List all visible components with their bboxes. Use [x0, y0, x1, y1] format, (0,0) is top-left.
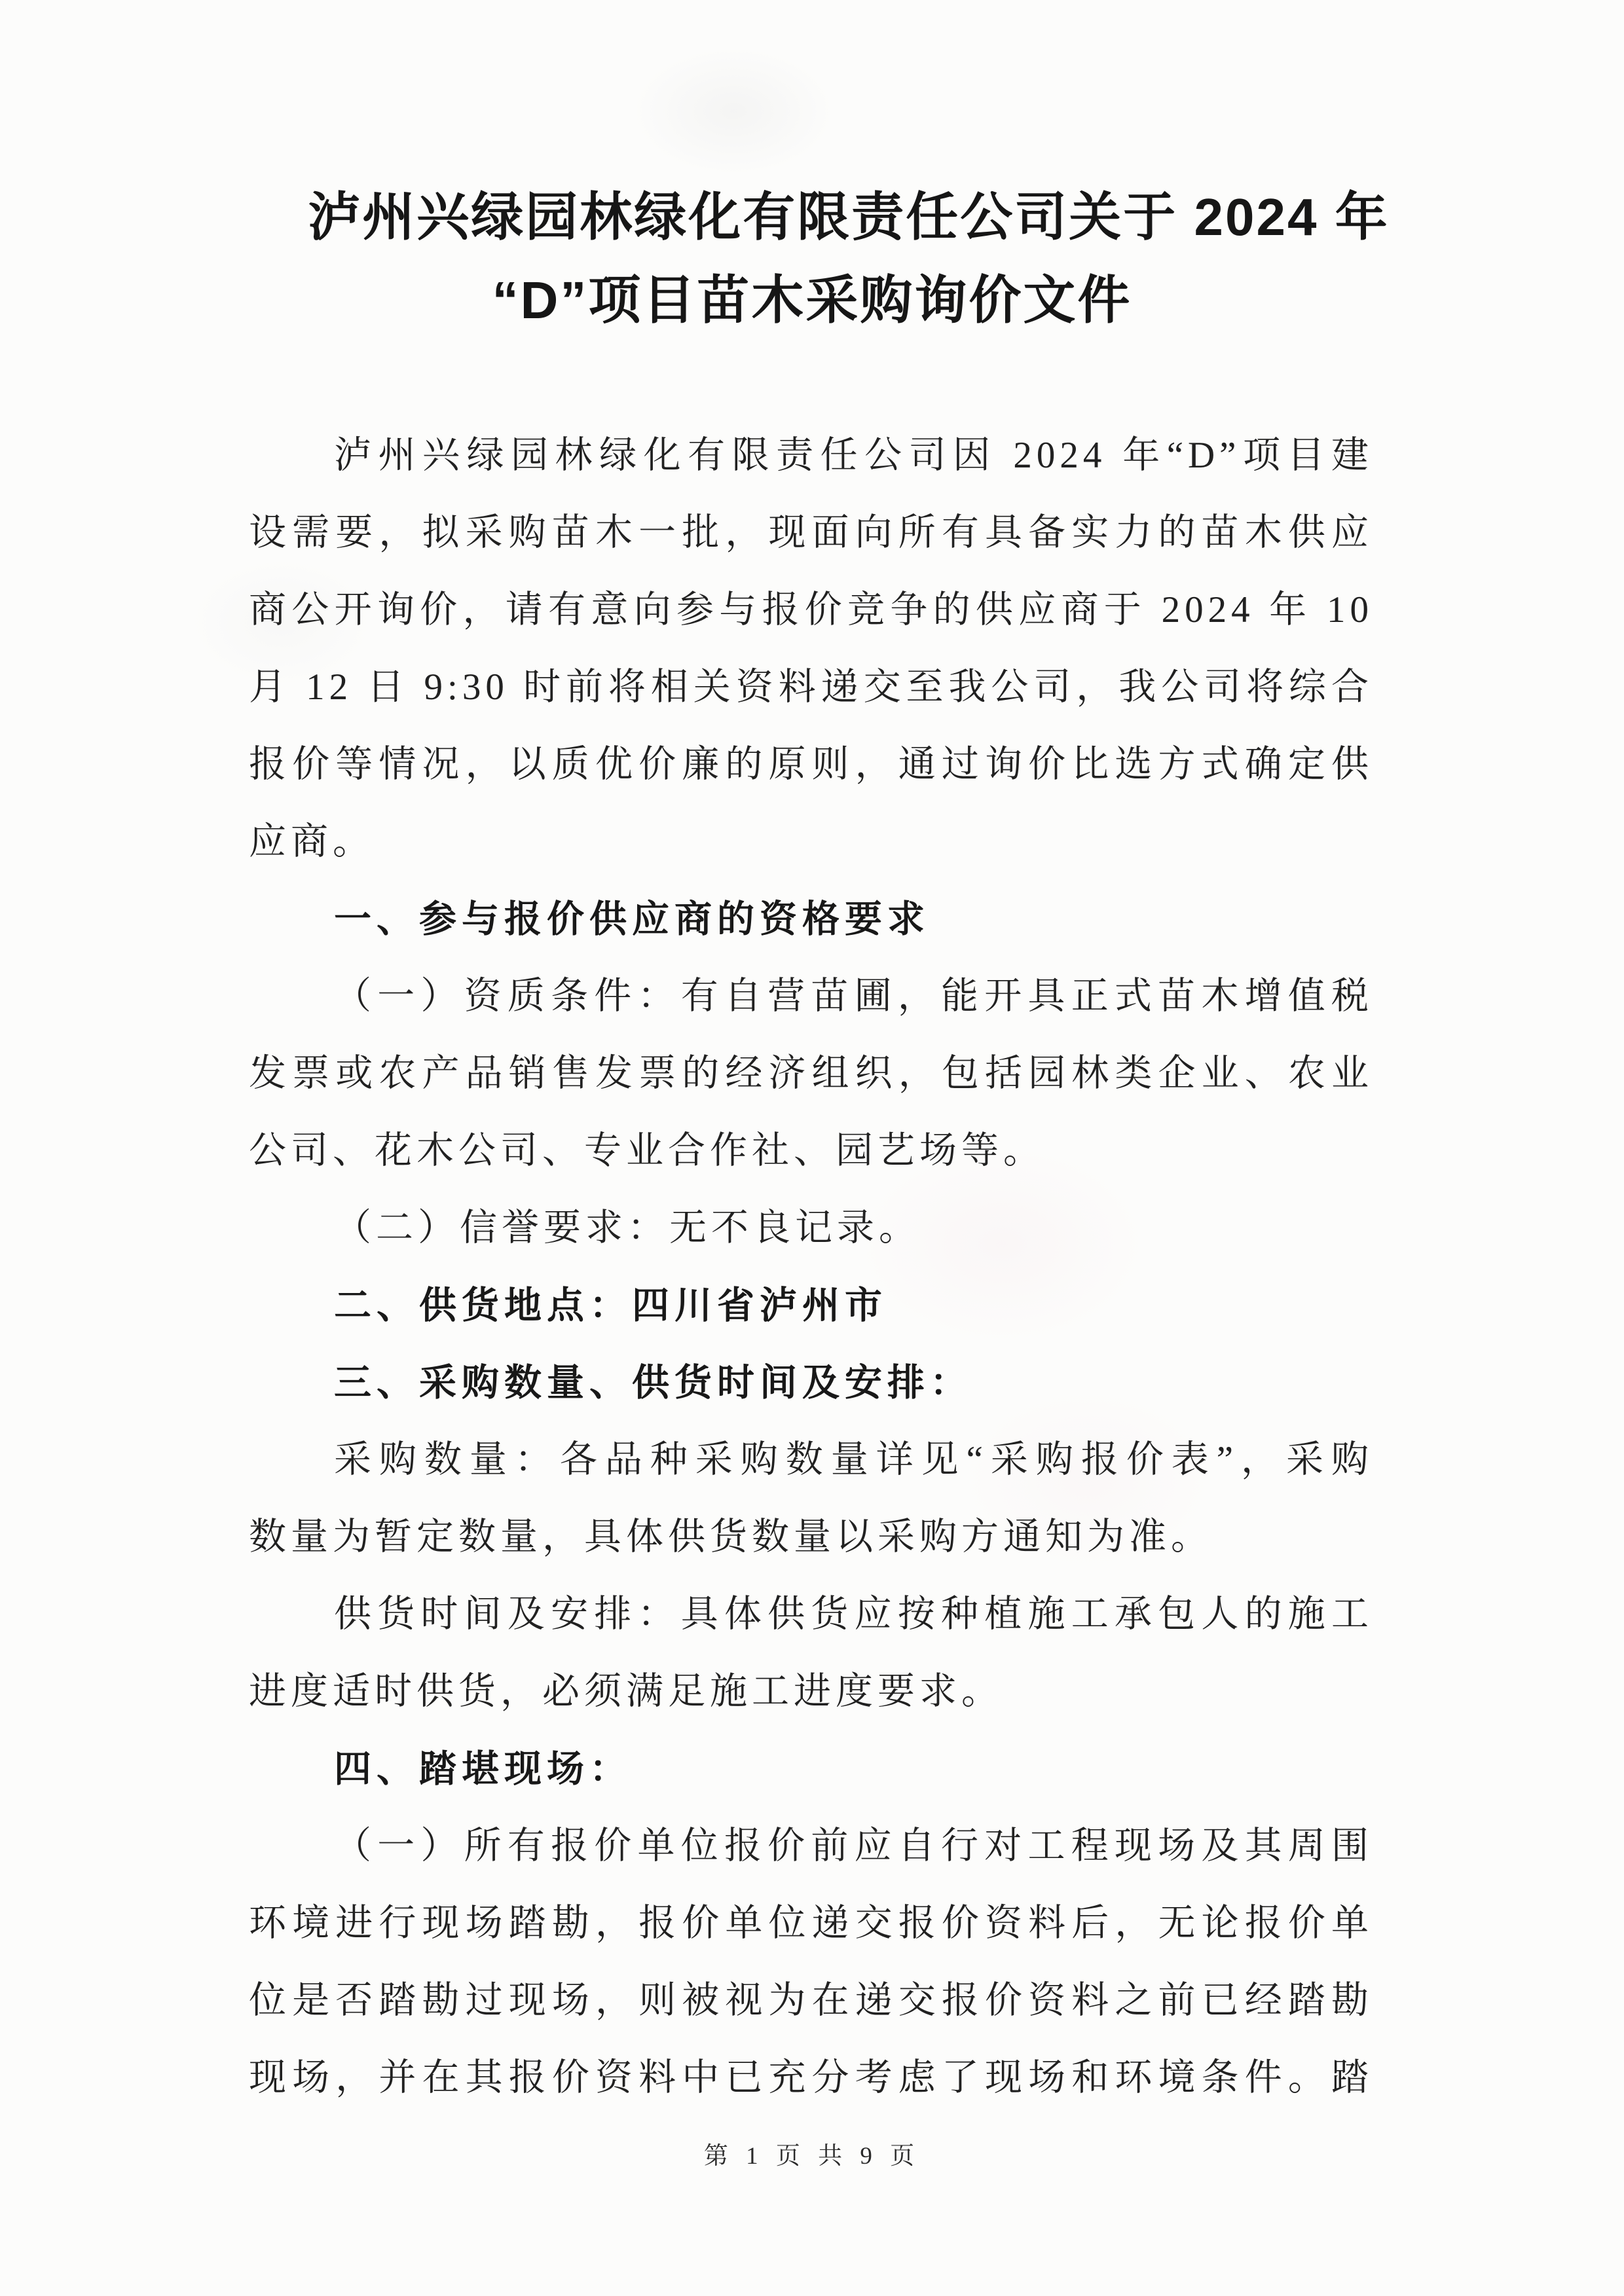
section-heading: 二、供货地点：四川省泸州市 [334, 1285, 887, 1326]
body-line: （一）所有报价单位报价前应自行对工程现场及其周围 [334, 1825, 1373, 1867]
body-line: 供货时间及安排：具体供货应按种植施工承包人的施工 [334, 1594, 1373, 1635]
page-number-footer: 第 1 页 共 9 页 [703, 2143, 921, 2170]
body-line: 进度适时供货，必须满足施工进度要求。 [249, 1671, 1003, 1712]
body-line: 现场，并在其报价资料中已充分考虑了现场和环境条件。踏 [249, 2057, 1373, 2098]
body-line: （一）资质条件：有自营苗圃，能开具正式苗木增值税 [334, 975, 1373, 1017]
body-line: 环境进行现场踏勘，报价单位递交报价资料后，无论报价单 [249, 1903, 1373, 1944]
body-line: 采购数量：各品种采购数量详见“采购报价表”，采购 [334, 1439, 1373, 1480]
body-line: 商公开询价，请有意向参与报价竞争的供应商于 2024 年 10 [249, 589, 1373, 630]
document-title-line-2: “D”项目苗木采购询价文件 [492, 271, 1132, 329]
body-line: （二）信誉要求：无不良记录。 [334, 1207, 921, 1248]
body-line: 月 12 日 9:30 时前将相关资料递交至我公司，我公司将综合 [249, 666, 1373, 708]
body-line: 数量为暂定数量，具体供货数量以采购方通知为准。 [249, 1516, 1213, 1558]
body-line: 应商。 [249, 821, 375, 862]
document-title [0, 175, 1624, 342]
document-title-line-1: 泸州兴绿园林绿化有限责任公司关于 2024 年 [308, 188, 1390, 246]
body-line: 设需要，拟采购苗木一批，现面向所有具备实力的苗木供应 [249, 512, 1373, 553]
body-line: 泸州兴绿园林绿化有限责任公司因 2024 年“D”项目建 [334, 435, 1373, 476]
section-heading: 一、参与报价供应商的资格要求 [334, 898, 930, 940]
body-line: 位是否踏勘过现场，则被视为在递交报价资料之前已经踏勘 [249, 1980, 1373, 2021]
body-line: 公司、花木公司、专业合作社、园艺场等。 [249, 1130, 1045, 1171]
body-line: 报价等情况，以质优价廉的原则，通过询价比选方式确定供 [249, 744, 1373, 785]
section-heading: 三、采购数量、供货时间及安排： [334, 1362, 972, 1404]
document-body [249, 417, 1373, 2117]
section-heading: 四、踏堪现场： [334, 1748, 632, 1790]
body-line: 发票或农产品销售发票的经济组织，包括园林类企业、农业 [249, 1053, 1373, 1094]
